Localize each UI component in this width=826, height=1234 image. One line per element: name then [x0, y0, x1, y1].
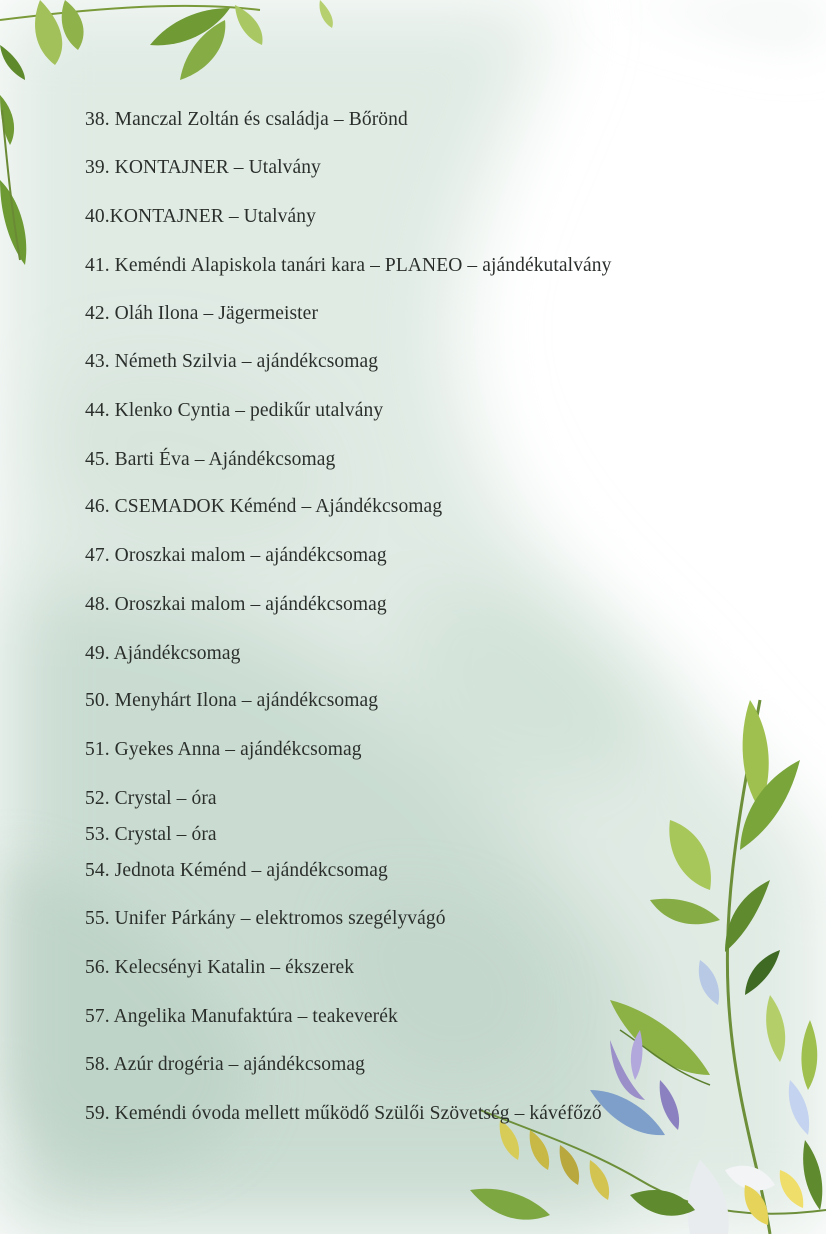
list-item: 41. Keméndi Alapiskola tanári kara – PLANEO – ajándékutalvány	[85, 255, 612, 276]
list-item: 49. Ajándékcsomag	[85, 643, 241, 664]
list-item: 44. Klenko Cyntia – pedikűr utalvány	[85, 400, 384, 421]
list-item: 59. Keméndi óvoda mellett működő Szülői Szövetség – kávéfőző	[85, 1103, 602, 1124]
list-item: 46. CSEMADOK Kéménd – Ajándékcsomag	[85, 496, 443, 517]
list-item: 47. Oroszkai malom – ajándékcsomag	[85, 545, 387, 566]
list-item: 57. Angelika Manufaktúra – teakeverék	[85, 1006, 398, 1027]
list-item: 38. Manczal Zoltán és családja – Bőrönd	[85, 109, 408, 130]
list-item: 54. Jednota Kéménd – ajándékcsomag	[85, 860, 388, 881]
list-item: 53. Crystal – óra	[85, 824, 217, 845]
list-item: 52. Crystal – óra	[85, 788, 217, 809]
list-item: 56. Kelecsényi Katalin – ékszerek	[85, 957, 355, 978]
list-item: 51. Gyekes Anna – ajándékcsomag	[85, 739, 362, 760]
list-item: 45. Barti Éva – Ajándékcsomag	[85, 449, 336, 470]
list-item: 48. Oroszkai malom – ajándékcsomag	[85, 594, 387, 615]
list-item: 43. Németh Szilvia – ajándékcsomag	[85, 351, 379, 372]
botanical-bottom-right-decoration	[470, 690, 826, 1234]
list-item: 42. Oláh Ilona – Jägermeister	[85, 303, 319, 324]
list-item: 58. Azúr drogéria – ajándékcsomag	[85, 1054, 365, 1075]
list-item: 50. Menyhárt Ilona – ajándékcsomag	[85, 690, 379, 711]
list-item: 55. Unifer Párkány – elektromos szegélyvágó	[85, 908, 446, 929]
list-item: 39. KONTAJNER – Utalvány	[85, 157, 321, 178]
list-item: 40.KONTAJNER – Utalvány	[85, 206, 316, 227]
